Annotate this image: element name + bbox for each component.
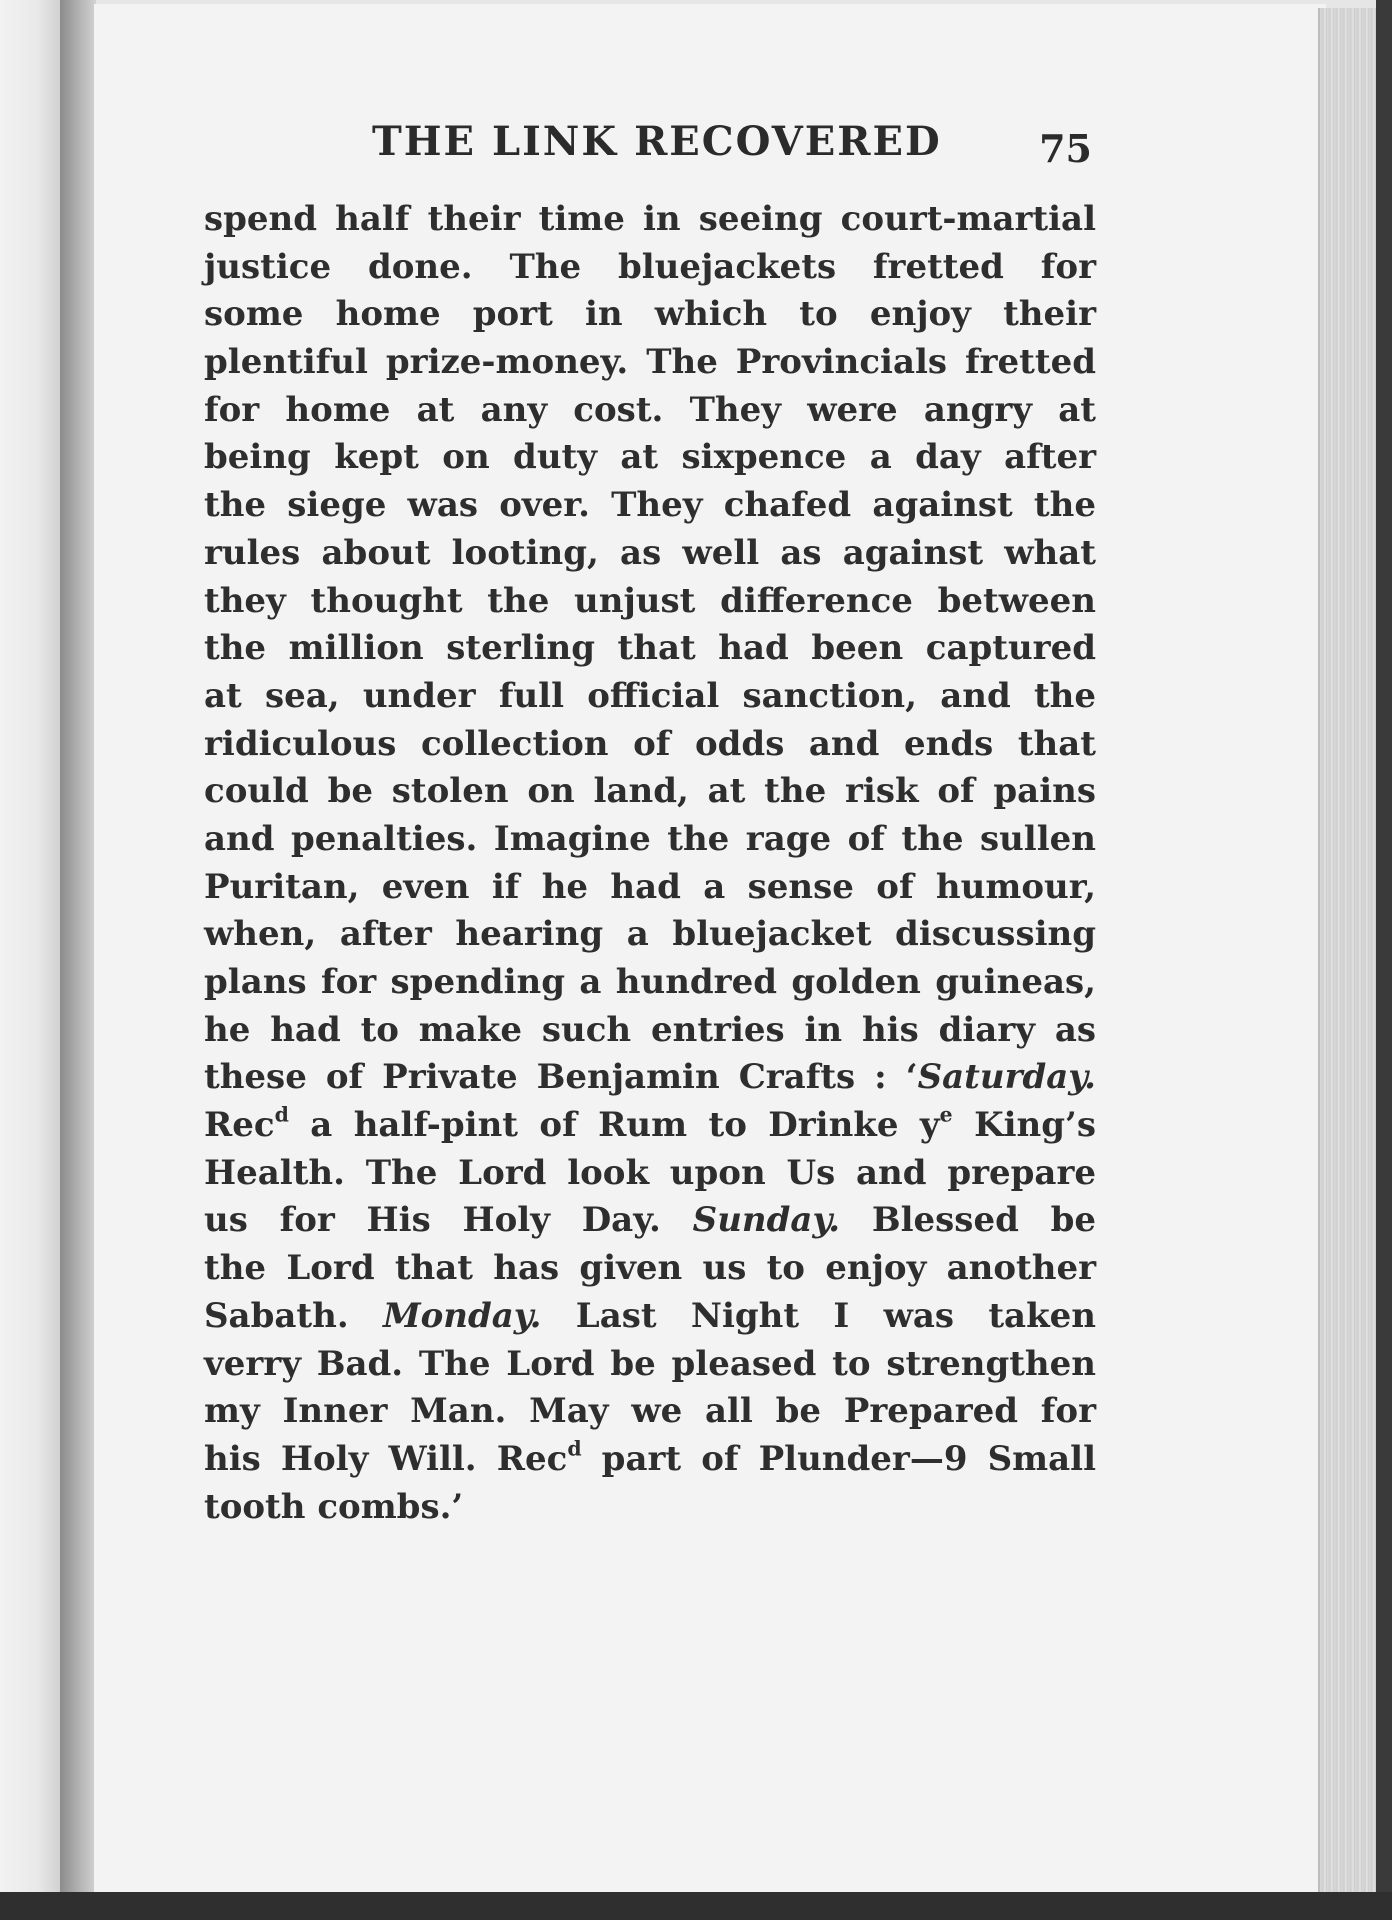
text-run: these of Private Benjamin Crafts : ‘ xyxy=(204,1057,918,1098)
text-line: for home at any cost. They were angry at xyxy=(204,389,1096,430)
text-line xyxy=(204,1436,1096,1484)
text-run: part of Plunder—9 Small xyxy=(581,1438,1096,1479)
text-line: Health. The Lord look upon Us and prepare xyxy=(204,1152,1096,1193)
text-line-diary-start xyxy=(204,1054,1096,1102)
book-gutter xyxy=(60,0,96,1920)
text-run: Rec xyxy=(204,1105,275,1146)
text-run: Sabath. xyxy=(204,1295,383,1336)
text-line: Puritan, even if he had a sense of humour, xyxy=(204,866,1096,907)
text-line: my Inner Man. May we all be Prepared for xyxy=(204,1391,1096,1432)
text-run: Last Night I was taken xyxy=(541,1295,1096,1336)
text-line: the siege was over. They chafed against the xyxy=(204,485,1096,526)
left-page-edge xyxy=(0,0,62,1920)
italic-day-monday: Monday. xyxy=(382,1295,542,1336)
text-run: his Holy Will. Rec xyxy=(204,1438,568,1479)
text-line: the Lord that has given us to enjoy another xyxy=(204,1248,1096,1289)
italic-day-sunday: Sunday. xyxy=(692,1200,841,1241)
text-line: justice done. The bluejackets fretted for xyxy=(204,246,1096,287)
page-number: 75 xyxy=(1039,126,1092,171)
text-line: some home port in which to enjoy their xyxy=(204,294,1096,335)
text-line xyxy=(204,1102,1096,1150)
text-line: when, after hearing a bluejacket discussing xyxy=(204,914,1096,955)
text-line: rules about looting, as well as against what xyxy=(204,532,1096,573)
text-line: being kept on duty at sixpence a day after xyxy=(204,437,1096,478)
running-title: THE LINK RECOVERED xyxy=(372,118,942,165)
text-run: a half-pint of Rum to Drinke y xyxy=(288,1105,940,1146)
scan-border-right xyxy=(1376,0,1392,1920)
text-run: Blessed be xyxy=(840,1200,1096,1241)
text-line: plans for spending a hundred golden guineas, xyxy=(204,962,1096,1002)
text-line-final: tooth combs.’ xyxy=(204,1486,464,1527)
superscript: d xyxy=(567,1436,582,1461)
scan-border-bottom xyxy=(0,1892,1392,1920)
text-line: spend half their time in seeing court-martial xyxy=(204,199,1096,239)
page-header xyxy=(372,118,1092,178)
text-run: us for His Holy Day. xyxy=(204,1200,693,1241)
text-line: the million sterling that had been captured xyxy=(204,628,1096,669)
text-line xyxy=(204,1293,1096,1341)
superscript: e xyxy=(939,1102,953,1127)
page-stack-edge xyxy=(1318,8,1378,1898)
text-line: he had to make such entries in his diary as xyxy=(204,1009,1096,1050)
text-line: could be stolen on land, at the risk of pains xyxy=(204,771,1096,812)
text-line: and penalties. Imagine the rage of the sullen xyxy=(204,818,1096,859)
text-line: verry Bad. The Lord be pleased to strengthen xyxy=(204,1343,1096,1384)
text-line: they thought the unjust difference between xyxy=(204,580,1096,621)
body-text xyxy=(204,196,1096,1531)
superscript: d xyxy=(274,1102,289,1127)
text-line: at sea, under full official sanction, and the xyxy=(204,675,1096,716)
text-run: King’s xyxy=(952,1105,1097,1146)
text-line xyxy=(204,1197,1096,1245)
italic-day-saturday: Saturday. xyxy=(917,1057,1096,1098)
text-line: ridiculous collection of odds and ends that xyxy=(204,723,1096,764)
text-line: plentiful prize-money. The Provincials fretted xyxy=(204,342,1096,383)
